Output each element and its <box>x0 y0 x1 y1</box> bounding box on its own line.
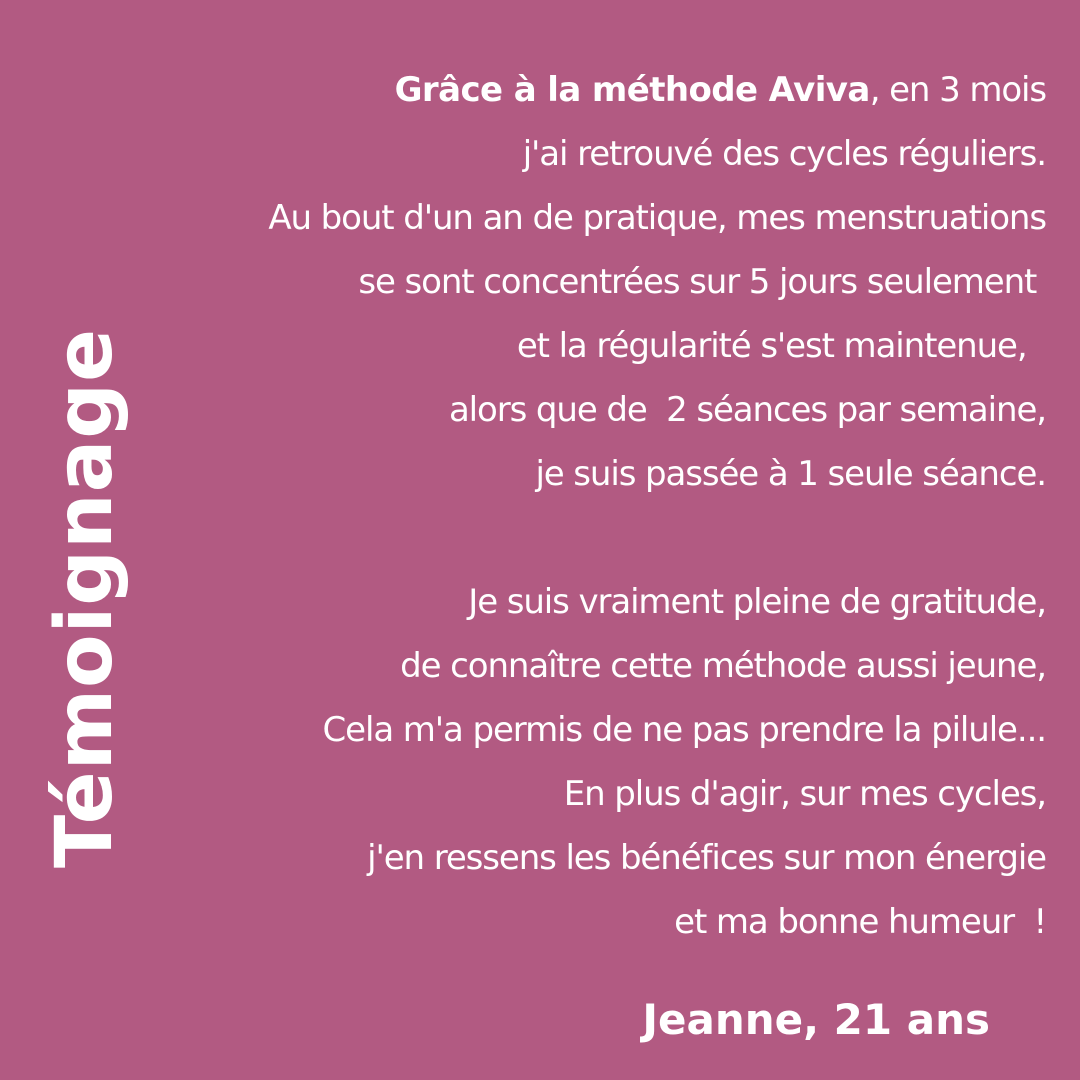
testimonial-line <box>66 58 1046 122</box>
testimonial-line: je suis passée à 1 seule séance. <box>535 454 1046 494</box>
testimonial-line: alors que de 2 séances par semaine, <box>448 390 1046 430</box>
testimonial-line: Cela m'a permis de ne pas prendre la pilule... <box>322 710 1046 750</box>
testimonial-line: de connaître cette méthode aussi jeune, <box>400 646 1046 686</box>
page-title: Témoignage <box>40 327 130 869</box>
testimonial-line-text: , en 3 mois <box>869 70 1046 110</box>
testimonial-line: En plus d'agir, sur mes cycles, <box>563 774 1046 814</box>
testimonial-line: se sont concentrées sur 5 jours seulement <box>358 262 1046 302</box>
method-name: Grâce à la méthode Aviva <box>394 70 870 110</box>
testimonial-line: Au bout d'un an de pratique, mes menstruations <box>268 198 1046 238</box>
testimonial-line: et la régularité s'est maintenue, <box>516 326 1046 366</box>
testimonial-line: et ma bonne humeur ! <box>674 902 1046 942</box>
testimonial-text <box>66 58 1046 954</box>
paragraph-break <box>66 506 1046 570</box>
testimonial-line: j'en ressens les bénéfices sur mon énergie <box>367 838 1046 878</box>
author-signature: Jeanne, 21 ans <box>642 995 990 1044</box>
testimonial-line: j'ai retrouvé des cycles réguliers. <box>522 134 1046 174</box>
testimonial-line: Je suis vraiment pleine de gratitude, <box>468 582 1046 622</box>
